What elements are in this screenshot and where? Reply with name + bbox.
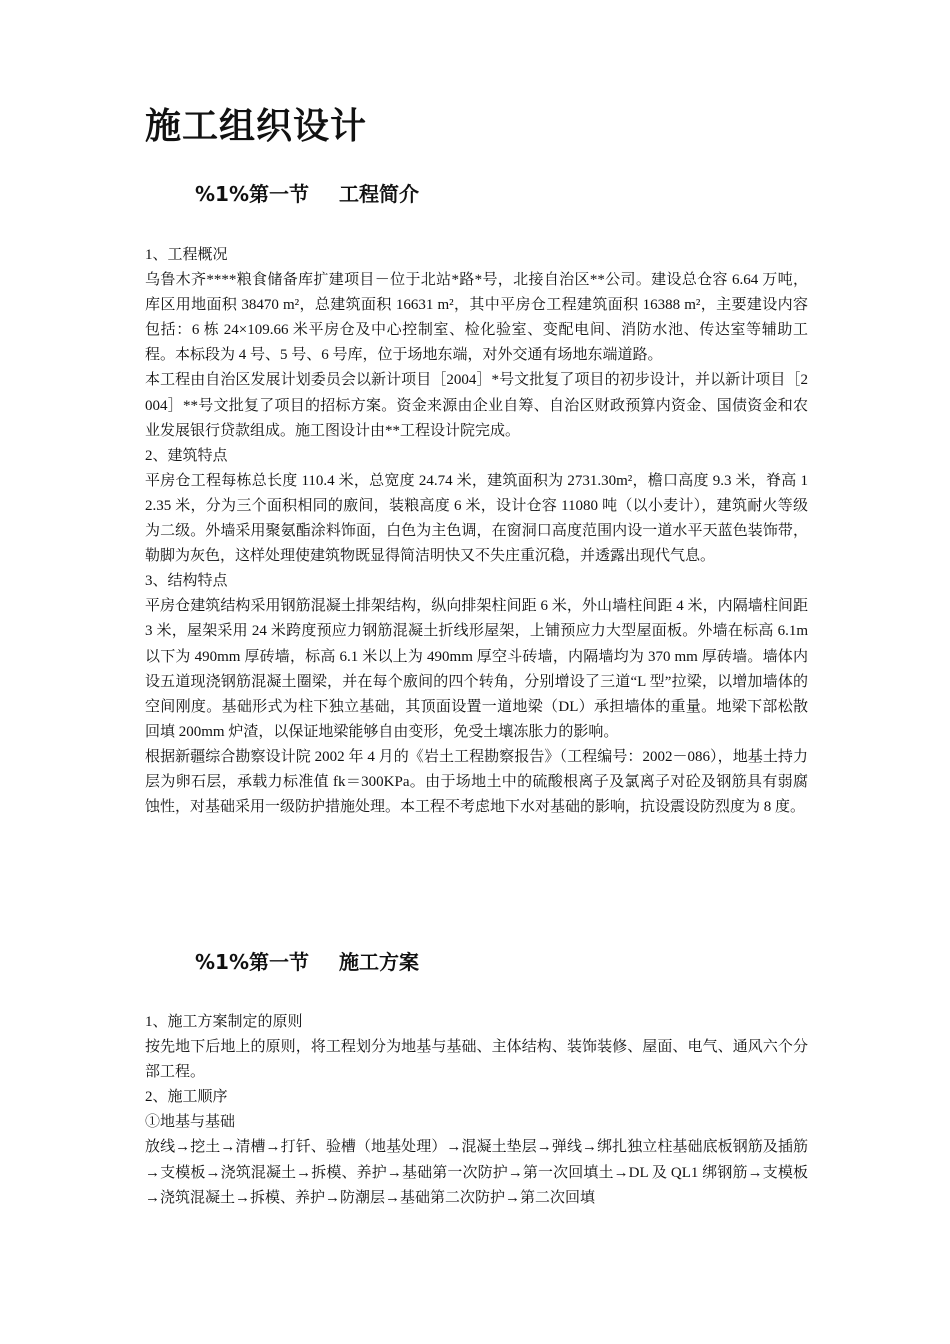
paragraph-building-features: 平房仓工程每栋总长度 110.4 米，总宽度 24.74 米，建筑面积为 2731.30m²，檐口高度 9.3 米，脊高 12.35 米，分为三个面积相同的廒间，装粮高度 6 米，设计仓容 11080 吨（以小麦计），建筑耐火等级为二级。外墙采用聚氨酯涂料饰面，白色为主色调，在窗洞口高度范围内设一道水平天蓝色装饰带，勒脚为灰色，这样处理使建筑物既显得简洁明快又不失庄重沉稳，并透露出现代气息。 bbox=[145, 472, 808, 565]
section-heading-overview bbox=[195, 179, 419, 209]
paragraph-geology: 根据新疆综合勘察设计院 2002 年 4 月的《岩土工程勘察报告》（工程编号：2002－086），地基土持力层为卵石层，承载力标准值 fk＝300KPa。由于场地土中的硫酸根离子及氯离子对砼及钢筋具有弱腐蚀性，对基础采用一级防护措施处理。本工程不考虑地下水对基础的影响，抗设震设防烈度为 8 度。 bbox=[145, 748, 808, 816]
subheading-foundation: ①地基与基础 bbox=[145, 1114, 236, 1131]
section-heading-construction-plan bbox=[195, 947, 419, 977]
paragraph-plan-principle: 按先地下后地上的原则，将工程划分为地基与基础、主体结构、装饰装修、屋面、电气、通风六个分部工程。 bbox=[145, 1039, 808, 1081]
subheading-plan-principle: 1、施工方案制定的原则 bbox=[145, 1014, 303, 1030]
section-heading-text: 工程简介 bbox=[339, 182, 419, 206]
paragraph-approval: 本工程由自治区发展计划委员会以新计项目［2004］*号文批复了项目的初步设计，并以新计项目［2004］**号文批复了项目的招标方案。资金来源由企业自筹、自治区财政预算内资金、国债资金和农业发展银行贷款组成。施工图设计由**工程设计院完成。 bbox=[145, 372, 808, 439]
document-title: 施工组织设计 bbox=[145, 105, 368, 147]
section-body-overview bbox=[145, 243, 808, 820]
section-heading-prefix: %1%第一节 bbox=[195, 950, 309, 974]
section-body-construction-plan bbox=[145, 1010, 808, 1211]
paragraph-foundation-sequence: 放线→挖土→清槽→打钎、验槽（地基处理）→混凝土垫层→弹线→绑扎独立柱基础底板钢筋及插筋→支模板→浇筑混凝土→拆模、养护→基础第一次防护→第一次回填土→DL 及 QL1 绑钢筋→支模板→浇筑混凝土→拆模、养护→防潮层→基础第二次防护→第二次回填 bbox=[145, 1139, 808, 1206]
section-heading-prefix: %1%第一节 bbox=[195, 182, 309, 206]
subheading-structure-features: 3、结构特点 bbox=[145, 573, 228, 590]
paragraph-project-overview: 乌鲁木齐****粮食储备库扩建项目－位于北站*路*号，北接自治区**公司。建设总仓容 6.64 万吨，库区用地面积 38470 m²，总建筑面积 16631 m²，其中平房仓工程建筑面积 16388 m²，主要建设内容包括：6 栋 24×109.66 米平房仓及中心控制室、检化验室、变配电间、消防水池、传达室等辅助工程。本标段为 4 号、5 号、6 号库，位于场地东端，对外交通有场地东端道路。 bbox=[145, 272, 808, 364]
section-heading-text: 施工方案 bbox=[339, 950, 419, 974]
subheading-construction-sequence: 2、施工顺序 bbox=[145, 1089, 228, 1106]
subheading-project-overview: 1、工程概况 bbox=[145, 247, 228, 263]
subheading-building-features: 2、建筑特点 bbox=[145, 447, 228, 464]
paragraph-structure-features: 平房仓建筑结构采用钢筋混凝土排架结构，纵向排架柱间距 6 米，外山墙柱间距 4 米，内隔墙柱间距 3 米，屋架采用 24 米跨度预应力钢筋混凝土折线形屋架，上铺预应力大型屋面板。外墙在标高 6.1m 以下为 490mm 厚砖墙，标高 6.1 米以上为 490mm 厚空斗砖墙，内隔墙均为 370 mm 厚砖墙。墙体内设五道现浇钢筋混凝土圈梁，并在每个廒间的四个转角，分别增设了三道“L 型”拉梁，以增加墙体的空间刚度。基础形式为柱下独立基础，其顶面设置一道地梁（DL）承担墙体的重量。地梁下部松散回填 200mm 炉渣，以保证地梁能够自由变形，免受土壤冻胀力的影响。 bbox=[145, 598, 808, 740]
